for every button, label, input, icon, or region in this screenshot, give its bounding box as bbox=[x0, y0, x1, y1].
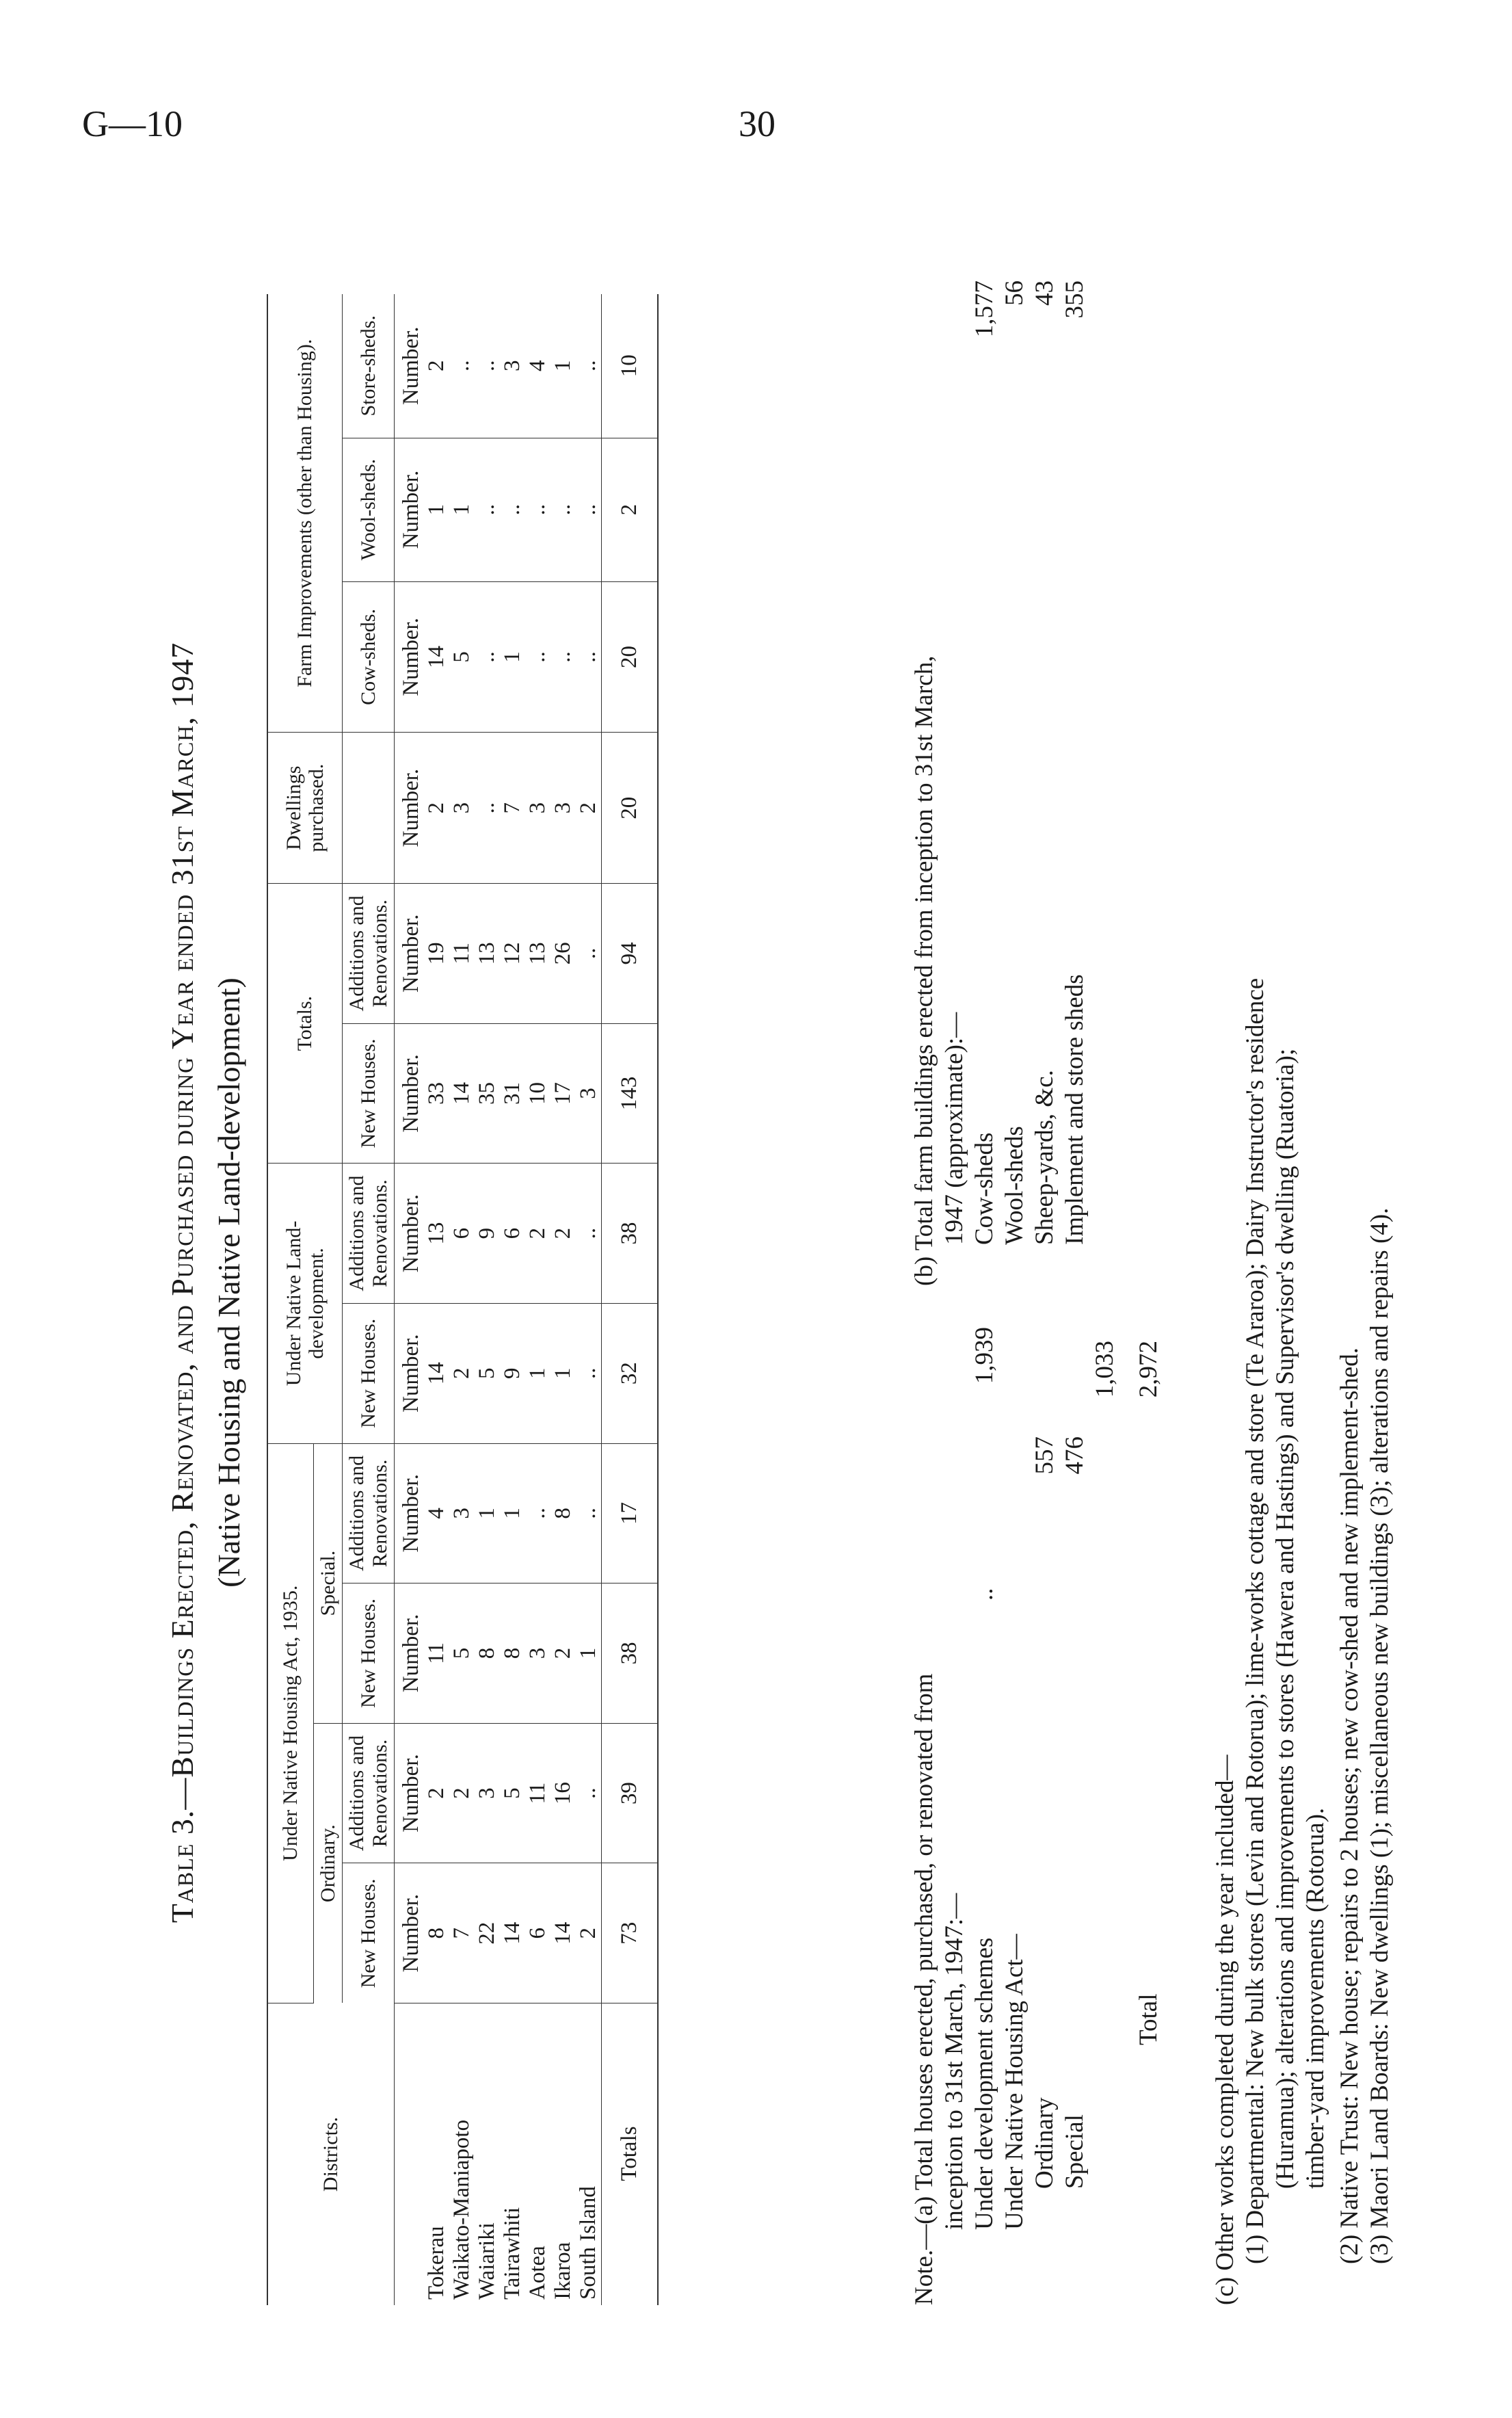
note-a-special-row bbox=[1060, 1436, 1090, 2305]
cell-tot-add: 11 bbox=[449, 884, 475, 1024]
header-districts: Districts. bbox=[267, 2003, 395, 2305]
table-row bbox=[449, 294, 475, 2305]
table-subtitle: (Native Housing and Native Land-development) bbox=[211, 977, 246, 1588]
unit-cell: Number. bbox=[395, 1583, 425, 1724]
table-row bbox=[576, 294, 602, 2305]
note-a-ordinary-label: Ordinary bbox=[1031, 2097, 1059, 2189]
cell-spe-add: 8 bbox=[551, 1443, 576, 1583]
cell-tot-new: 35 bbox=[475, 1023, 500, 1164]
note-a-dev-row bbox=[970, 1327, 1000, 2305]
cell-spe-new: 5 bbox=[449, 1583, 475, 1724]
cell-store: 4 bbox=[525, 294, 551, 438]
header-wool-sheds: Wool-sheds. bbox=[343, 438, 395, 581]
unit-cell: Number. bbox=[395, 1303, 425, 1443]
cell-ord-new: 8 bbox=[424, 1863, 449, 2003]
header-farm-improvements: Farm Improvements (other than Housing). bbox=[267, 294, 343, 733]
district-name: South Island bbox=[576, 2186, 601, 2300]
cell-ord-new: 7 bbox=[449, 1863, 475, 2003]
note-c bbox=[1210, 280, 1395, 2305]
cell-nld-new: 14 bbox=[424, 1303, 449, 1443]
total-ord-new: 73 bbox=[602, 1863, 659, 2003]
cell-dwell: 2 bbox=[424, 733, 449, 884]
cell-cow: 5 bbox=[449, 581, 475, 733]
cell-dwell: 3 bbox=[449, 733, 475, 884]
cell-ord-add: 2 bbox=[449, 1723, 475, 1863]
note-c-item1b: (Huramua); alterations and improvements to stores (Hawera and Hastings) and Supervisor's dwelling (Ruatoria); bbox=[1271, 1048, 1299, 2189]
district-name: Tairawhiti bbox=[500, 2207, 525, 2300]
totals-row bbox=[602, 294, 659, 2305]
cell-spe-add: .. bbox=[525, 1443, 551, 1583]
note-c-lead: (c) Other works completed during the year included— bbox=[1211, 1755, 1239, 2305]
cell-nld-new: 1 bbox=[551, 1303, 576, 1443]
cell-ord-add: 11 bbox=[525, 1723, 551, 1863]
cell-ord-add: 2 bbox=[424, 1723, 449, 1863]
cell-cow: 14 bbox=[424, 581, 449, 733]
cell-wool: .. bbox=[551, 438, 576, 581]
cell-spe-new: 8 bbox=[500, 1583, 525, 1724]
note-a-nha-total-row bbox=[1090, 1341, 1120, 2305]
cell-ord-add: 3 bbox=[475, 1723, 500, 1863]
table-row bbox=[500, 294, 525, 2305]
note-c-item2: (2) Native Trust: New house; repairs to 2 houses; new cow-shed and new implement-shed. bbox=[1336, 1348, 1364, 2264]
cell-nld-add: 6 bbox=[449, 1164, 475, 1304]
table-title bbox=[164, 205, 200, 2360]
note-b-item bbox=[970, 280, 1000, 1286]
cell-tot-add: 26 bbox=[551, 884, 576, 1024]
header-special: Special. bbox=[313, 1443, 343, 1723]
note-b-item-label: Sheep-yards, &c. bbox=[1031, 1070, 1059, 1245]
note-a-nha-total: 1,033 bbox=[1091, 1341, 1119, 1398]
cell-tot-new: 14 bbox=[449, 1023, 475, 1164]
district-name: Waikato-Maniapoto bbox=[449, 2119, 475, 2300]
unit-cell: Number. bbox=[395, 438, 425, 581]
note-c-item1c: timber-yard improvements (Rotorua). bbox=[1301, 1807, 1329, 2189]
cell-spe-add: 4 bbox=[424, 1443, 449, 1583]
note-b-item-value: 43 bbox=[1031, 280, 1059, 306]
header-ord-additions: Additions and Renovations. bbox=[343, 1723, 395, 1863]
cell-ord-add: 5 bbox=[500, 1723, 525, 1863]
header-tot-new-houses: New Houses. bbox=[343, 1023, 395, 1164]
note-a-ordinary-value: 557 bbox=[1031, 1436, 1059, 1475]
note-a-ordinary-row bbox=[1030, 1436, 1060, 2305]
district-name: Tokerau bbox=[424, 2226, 449, 2300]
header-cow-sheds: Cow-sheds. bbox=[343, 581, 395, 733]
header-land-development: Under Native Land-development. bbox=[267, 1164, 343, 1443]
total-tot-add: 94 bbox=[602, 884, 659, 1024]
cell-store: .. bbox=[449, 294, 475, 438]
table-row bbox=[424, 294, 449, 2305]
unit-cell: Number. bbox=[395, 1023, 425, 1164]
cell-ord-new: 2 bbox=[576, 1863, 602, 2003]
cell-store: 3 bbox=[500, 294, 525, 438]
note-b-item-label: Wool-sheds bbox=[1000, 1126, 1029, 1245]
header-dwellings-purchased: Dwellings purchased. bbox=[267, 733, 343, 884]
note-b-item-value: 1,577 bbox=[970, 280, 998, 338]
header-ordinary: Ordinary. bbox=[313, 1723, 343, 2003]
buildings-table bbox=[267, 294, 659, 2305]
note-b-item-value: 355 bbox=[1061, 280, 1089, 319]
cell-nld-new: 1 bbox=[525, 1303, 551, 1443]
note-c-item3: (3) Maori Land Boards: New dwellings (1); miscellaneous new buildings (3); alterations and repairs (4). bbox=[1366, 1207, 1394, 2264]
header-tot-additions: Additions and Renovations. bbox=[343, 884, 395, 1024]
cell-wool: .. bbox=[500, 438, 525, 581]
cell-nld-add: 2 bbox=[551, 1164, 576, 1304]
header-nld-new-houses: New Houses. bbox=[343, 1303, 395, 1443]
note-b-lead: (b) Total farm buildings erected from inception to 31st March, bbox=[910, 655, 938, 1286]
note-a-total-value: 2,972 bbox=[1135, 1341, 1163, 1398]
header-nld-additions: Additions and Renovations. bbox=[343, 1164, 395, 1304]
note-b-cont: 1947 (approximate):— bbox=[940, 1012, 968, 1245]
cell-nld-add: 13 bbox=[424, 1164, 449, 1304]
cell-nld-add: .. bbox=[576, 1164, 602, 1304]
cell-spe-add: 3 bbox=[449, 1443, 475, 1583]
header-store-sheds: Store-sheds. bbox=[343, 294, 395, 438]
rotated-table-page bbox=[164, 205, 1409, 2360]
total-store: 10 bbox=[602, 294, 659, 438]
cell-nld-add: 2 bbox=[525, 1164, 551, 1304]
unit-cell: Number. bbox=[395, 733, 425, 884]
cell-store: 1 bbox=[551, 294, 576, 438]
unit-cell-blank bbox=[395, 2003, 425, 2305]
cell-tot-add: 19 bbox=[424, 884, 449, 1024]
cell-spe-new: 3 bbox=[525, 1583, 551, 1724]
header-ord-new-houses: New Houses. bbox=[343, 1863, 395, 2003]
cell-ord-add: .. bbox=[576, 1723, 602, 1863]
cell-tot-new: 17 bbox=[551, 1023, 576, 1164]
cell-tot-add: 13 bbox=[525, 884, 551, 1024]
unit-cell: Number. bbox=[395, 1443, 425, 1583]
district-name: Waiariki bbox=[475, 2222, 500, 2300]
cell-store: .. bbox=[475, 294, 500, 438]
page-number: 30 bbox=[739, 103, 775, 144]
cell-tot-add: 13 bbox=[475, 884, 500, 1024]
note-a-dev-label: Under development schemes bbox=[970, 1937, 998, 2230]
total-spe-new: 38 bbox=[602, 1583, 659, 1724]
table-title-text: Buildings Erected, Renovated, and Purchased during Year ended 31st March, 1947 bbox=[165, 642, 200, 1778]
unit-cell: Number. bbox=[395, 1863, 425, 2003]
note-b-item bbox=[1000, 280, 1030, 1286]
cell-ord-new: 22 bbox=[475, 1863, 500, 2003]
unit-cell: Number. bbox=[395, 581, 425, 733]
cell-dwell: .. bbox=[475, 733, 500, 884]
cell-cow: 1 bbox=[500, 581, 525, 733]
unit-cell: Number. bbox=[395, 1164, 425, 1304]
cell-dwell: 7 bbox=[500, 733, 525, 884]
header-dwellings-blank bbox=[343, 733, 395, 884]
note-a-special-label: Special bbox=[1061, 2114, 1089, 2189]
note-b-item-label: Implement and store sheds bbox=[1061, 974, 1089, 1245]
total-wool: 2 bbox=[602, 438, 659, 581]
cell-tot-new: 31 bbox=[500, 1023, 525, 1164]
cell-spe-new: 2 bbox=[551, 1583, 576, 1724]
cell-ord-new: 14 bbox=[551, 1863, 576, 2003]
cell-tot-new: 10 bbox=[525, 1023, 551, 1164]
note-b-item bbox=[1060, 280, 1090, 1286]
total-cow: 20 bbox=[602, 581, 659, 733]
note-b-item bbox=[1030, 280, 1060, 1286]
header-totals: Totals. bbox=[267, 884, 343, 1164]
cell-spe-new: 1 bbox=[576, 1583, 602, 1724]
unit-cell: Number. bbox=[395, 884, 425, 1024]
cell-nld-new: 9 bbox=[500, 1303, 525, 1443]
total-ord-add: 39 bbox=[602, 1723, 659, 1863]
note-b bbox=[910, 280, 1090, 1286]
table-title-prefix: Table 3.— bbox=[165, 1777, 200, 1923]
note-b-items bbox=[970, 280, 1090, 1286]
cell-nld-new: .. bbox=[576, 1303, 602, 1443]
unit-cell: Number. bbox=[395, 1723, 425, 1863]
cell-cow: .. bbox=[475, 581, 500, 733]
cell-wool: .. bbox=[525, 438, 551, 581]
note-b-item-value: 56 bbox=[1000, 280, 1029, 306]
cell-nld-new: 2 bbox=[449, 1303, 475, 1443]
cell-ord-new: 6 bbox=[525, 1863, 551, 2003]
cell-cow: .. bbox=[525, 581, 551, 733]
note-a-lead: Note.—(a) Total houses erected, purchased, or renovated from bbox=[910, 1673, 938, 2305]
cell-store: .. bbox=[576, 294, 602, 438]
header-native-housing-act: Under Native Housing Act, 1935. bbox=[267, 1443, 313, 2003]
cell-spe-add: 1 bbox=[475, 1443, 500, 1583]
cell-spe-add: .. bbox=[576, 1443, 602, 1583]
table-row bbox=[475, 294, 500, 2305]
note-a-total-label: Total bbox=[1135, 1993, 1163, 2045]
note-a-spacer bbox=[1090, 1457, 1120, 2305]
cell-tot-add: .. bbox=[576, 884, 602, 1024]
cell-wool: 1 bbox=[449, 438, 475, 581]
unit-row bbox=[395, 294, 425, 2305]
note-a-nha-label: Under Native Housing Act— bbox=[1000, 1934, 1029, 2230]
cell-nld-add: 9 bbox=[475, 1164, 500, 1304]
cell-wool: 1 bbox=[424, 438, 449, 581]
district-name: Ikaroa bbox=[551, 2242, 576, 2300]
header-spe-new-houses: New Houses. bbox=[343, 1583, 395, 1724]
total-nld-add: 38 bbox=[602, 1164, 659, 1304]
cell-dwell: 2 bbox=[576, 733, 602, 884]
totals-label: Totals bbox=[602, 2003, 659, 2305]
note-b-item-label: Cow-sheds bbox=[970, 1132, 998, 1245]
total-tot-new: 143 bbox=[602, 1023, 659, 1164]
cell-spe-add: 1 bbox=[500, 1443, 525, 1583]
district-name: Aotea bbox=[525, 2246, 551, 2300]
total-nld-new: 32 bbox=[602, 1303, 659, 1443]
cell-tot-new: 33 bbox=[424, 1023, 449, 1164]
cell-nld-add: 6 bbox=[500, 1164, 525, 1304]
cell-cow: .. bbox=[551, 581, 576, 733]
unit-cell: Number. bbox=[395, 294, 425, 438]
header-spe-additions: Additions and Renovations. bbox=[343, 1443, 395, 1583]
note-a-cont: inception to 31st March, 1947:— bbox=[940, 1893, 968, 2230]
note-a bbox=[910, 1327, 1164, 2305]
note-a-dev-value: 1,939 bbox=[970, 1327, 998, 1384]
note-a-dots: .. bbox=[970, 1588, 998, 1601]
cell-cow: .. bbox=[576, 581, 602, 733]
page-ref: G—10 bbox=[82, 103, 183, 144]
cell-ord-add: 16 bbox=[551, 1723, 576, 1863]
note-a-special-value: 476 bbox=[1061, 1436, 1089, 1475]
table-row bbox=[551, 294, 576, 2305]
cell-nld-new: 5 bbox=[475, 1303, 500, 1443]
table-row bbox=[525, 294, 551, 2305]
cell-tot-new: 3 bbox=[576, 1023, 602, 1164]
cell-wool: .. bbox=[475, 438, 500, 581]
note-c-item1: (1) Departmental: New bulk stores (Levin and Rotorua); lime-works cottage and store (Te Araroa); Dairy Instructor's residence bbox=[1241, 977, 1269, 2264]
cell-tot-add: 12 bbox=[500, 884, 525, 1024]
total-dwell: 20 bbox=[602, 733, 659, 884]
cell-ord-new: 14 bbox=[500, 1863, 525, 2003]
cell-spe-new: 8 bbox=[475, 1583, 500, 1724]
total-spe-add: 17 bbox=[602, 1443, 659, 1583]
cell-store: 2 bbox=[424, 294, 449, 438]
cell-dwell: 3 bbox=[551, 733, 576, 884]
cell-wool: .. bbox=[576, 438, 602, 581]
cell-spe-new: 11 bbox=[424, 1583, 449, 1724]
cell-dwell: 3 bbox=[525, 733, 551, 884]
note-a-total-row bbox=[1134, 1341, 1164, 2305]
